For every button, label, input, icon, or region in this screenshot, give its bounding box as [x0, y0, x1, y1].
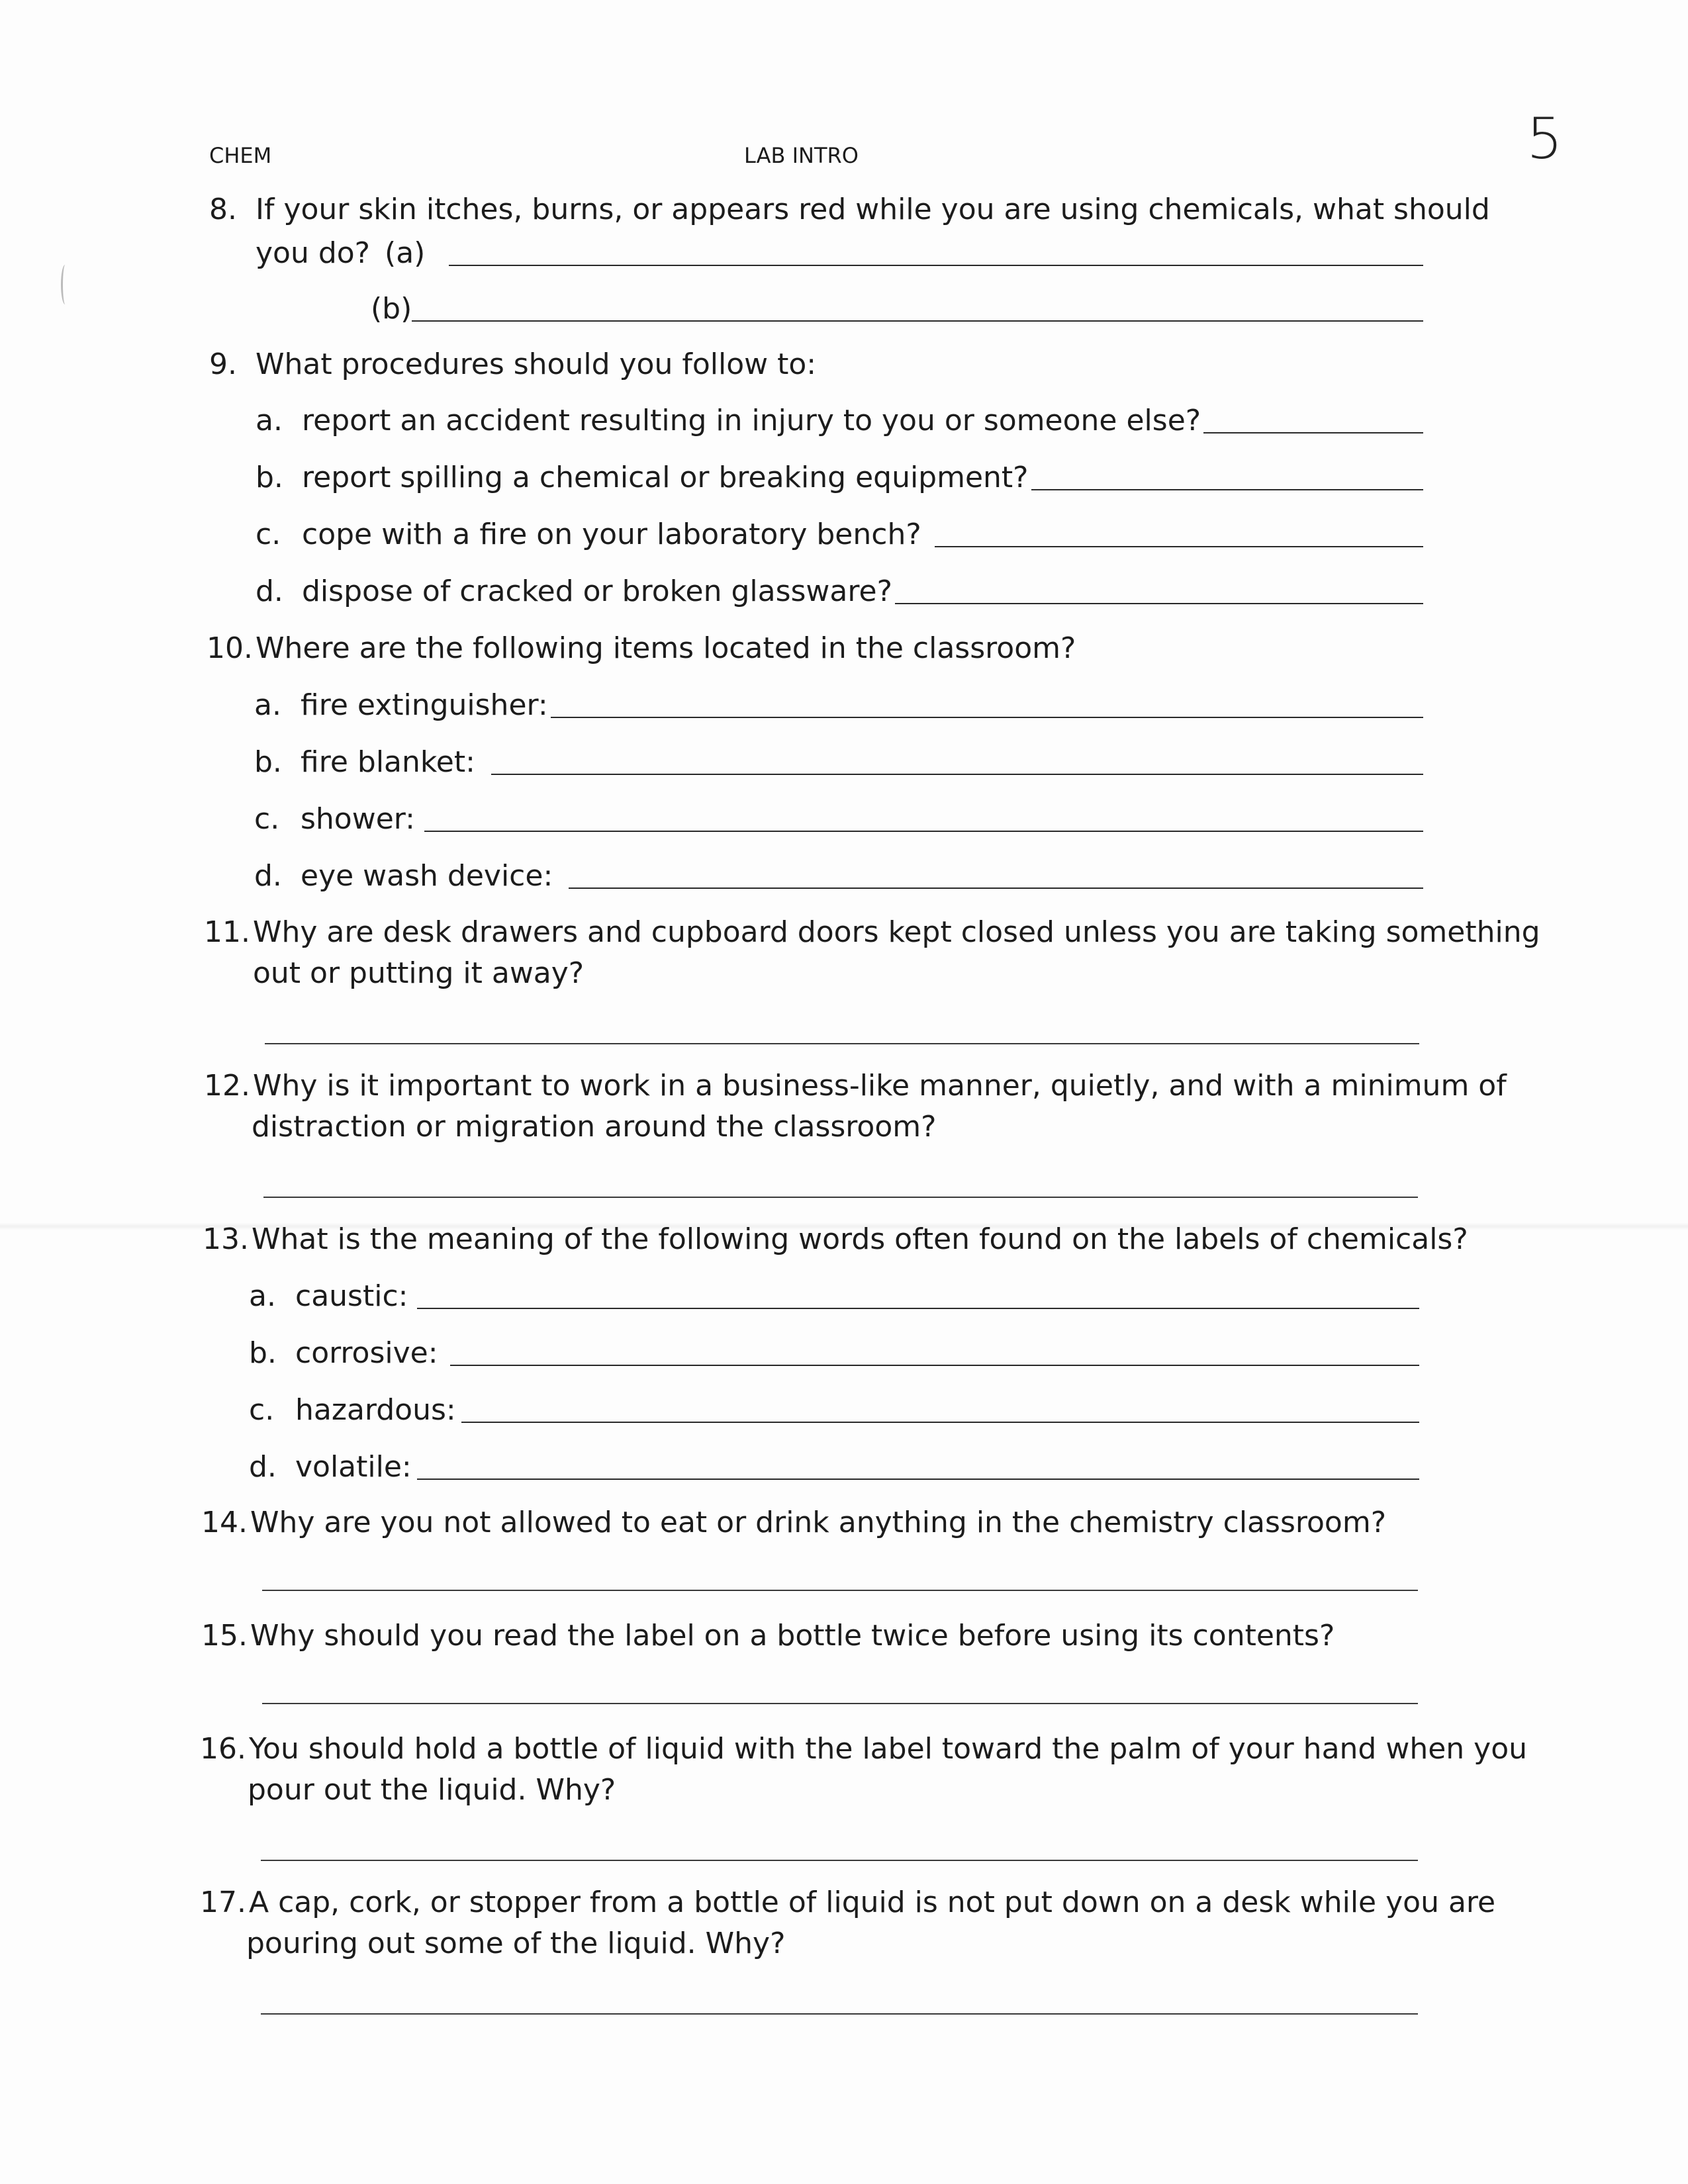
item-text: fire extinguisher: [301, 688, 548, 722]
item-text: fire blanket: [301, 745, 475, 779]
answer-field-9d[interactable] [895, 596, 1423, 604]
item-text: eye wash device: [301, 859, 553, 893]
question-text: What procedures should you follow to: [256, 347, 817, 381]
q8-answer-b [371, 289, 1423, 330]
question-14 [201, 1502, 1386, 1543]
answer-field-12[interactable] [263, 1197, 1418, 1198]
item-text: report an accident resulting in injury to you or someone else? [302, 404, 1201, 437]
item-letter: d. [254, 859, 282, 893]
q13-item-b [249, 1333, 1419, 1374]
q10-item-b [254, 742, 1423, 783]
question-number: 13. [203, 1222, 249, 1256]
question-number: 9. [209, 347, 237, 381]
question-text: You should hold a bottle of liquid with the label toward the palm of your hand when you [249, 1732, 1527, 1766]
item-text: report spilling a chemical or breaking equipment? [302, 461, 1029, 494]
item-letter: b. [249, 1336, 277, 1370]
question-text: If your skin itches, burns, or appears red while you are using chemicals, what should [256, 193, 1490, 226]
q9-item-a [256, 400, 1423, 441]
question-11-continued: out or putting it away? [253, 956, 585, 990]
question-17 [200, 1882, 1495, 1923]
answer-field-9c[interactable] [935, 539, 1423, 547]
question-text: Why should you read the label on a bottle twice before using its contents? [250, 1619, 1335, 1653]
q10-item-a [254, 685, 1423, 726]
q9-item-c [256, 514, 1423, 555]
question-text: A cap, cork, or stopper from a bottle of liquid is not put down on a desk while you are [249, 1886, 1496, 1919]
question-text: Where are the following items located in the classroom? [256, 631, 1076, 665]
question-12 [204, 1066, 1507, 1107]
answer-label-a: (a) [385, 236, 426, 270]
q10-item-d [254, 856, 1423, 897]
question-13 [203, 1219, 1468, 1260]
answer-field-9b[interactable] [1031, 482, 1423, 490]
question-9 [209, 344, 816, 385]
answer-field-17[interactable] [261, 2013, 1418, 2015]
item-letter: c. [256, 518, 281, 551]
question-16 [200, 1729, 1527, 1770]
item-letter: d. [249, 1450, 277, 1484]
question-text: Why is it important to work in a business-like manner, quietly, and with a minimum of [253, 1069, 1507, 1103]
answer-field-15[interactable] [262, 1703, 1418, 1704]
item-text: cope with a fire on your laboratory bench? [302, 518, 921, 551]
question-number: 17. [200, 1886, 246, 1919]
question-number: 11. [204, 915, 250, 949]
item-text: corrosive: [295, 1336, 438, 1370]
question-number: 14. [201, 1506, 248, 1539]
question-8 [209, 189, 1490, 230]
question-text-continued: you do? [256, 236, 371, 270]
answer-field-11[interactable] [265, 1043, 1419, 1044]
item-letter: a. [249, 1279, 276, 1313]
item-letter: c. [249, 1393, 275, 1427]
item-text: dispose of cracked or broken glassware? [302, 574, 892, 608]
q8-answer-a [256, 233, 1423, 274]
question-number: 10. [207, 631, 253, 665]
answer-field-13d[interactable] [417, 1472, 1419, 1480]
answer-field-14[interactable] [262, 1590, 1418, 1591]
answer-field-10c[interactable] [424, 824, 1423, 832]
item-text: caustic: [295, 1279, 408, 1313]
question-11 [204, 912, 1540, 953]
question-text: Why are you not allowed to eat or drink anything in the chemistry classroom? [250, 1506, 1387, 1539]
answer-field-13b[interactable] [450, 1358, 1419, 1366]
question-10 [207, 628, 1076, 669]
question-number: 8. [209, 193, 237, 226]
answer-field-13c[interactable] [461, 1415, 1419, 1423]
q13-item-d [249, 1447, 1419, 1488]
answer-field-10d[interactable] [569, 881, 1423, 889]
q10-item-c [254, 799, 1423, 840]
handwritten-page-number: 5 [1526, 106, 1563, 172]
item-letter: b. [256, 461, 283, 494]
course-label: CHEM [209, 143, 272, 168]
question-number: 15. [201, 1619, 248, 1653]
answer-field-13a[interactable] [417, 1301, 1419, 1309]
q9-item-b [256, 457, 1423, 498]
answer-field-8a[interactable] [449, 258, 1423, 266]
item-letter: b. [254, 745, 282, 779]
question-number: 12. [204, 1069, 250, 1103]
question-17-continued: pouring out some of the liquid. Why? [246, 1927, 786, 1960]
answer-field-10b[interactable] [491, 767, 1423, 775]
answer-field-9a[interactable] [1203, 426, 1423, 433]
item-letter: a. [256, 404, 283, 437]
question-16-continued: pour out the liquid. Why? [248, 1773, 616, 1807]
item-letter: c. [254, 802, 280, 836]
question-text: Why are desk drawers and cupboard doors kept closed unless you are taking something [253, 915, 1540, 949]
item-text: shower: [301, 802, 415, 836]
scan-artifact-mark [61, 265, 70, 304]
answer-field-8b[interactable] [412, 314, 1423, 322]
question-12-continued: distraction or migration around the classroom? [252, 1110, 937, 1144]
answer-field-10a[interactable] [551, 710, 1423, 718]
worksheet-title: LAB INTRO [744, 143, 859, 168]
question-text: What is the meaning of the following words often found on the labels of chemicals? [252, 1222, 1468, 1256]
question-15 [201, 1615, 1335, 1657]
answer-label-b: (b) [371, 292, 412, 326]
question-number: 16. [200, 1732, 246, 1766]
q9-item-d [256, 571, 1423, 612]
item-text: hazardous: [295, 1393, 456, 1427]
item-letter: a. [254, 688, 281, 722]
item-letter: d. [256, 574, 283, 608]
q13-item-a [249, 1276, 1419, 1317]
q13-item-c [249, 1390, 1419, 1431]
item-text: volatile: [295, 1450, 412, 1484]
answer-field-16[interactable] [261, 1860, 1418, 1861]
